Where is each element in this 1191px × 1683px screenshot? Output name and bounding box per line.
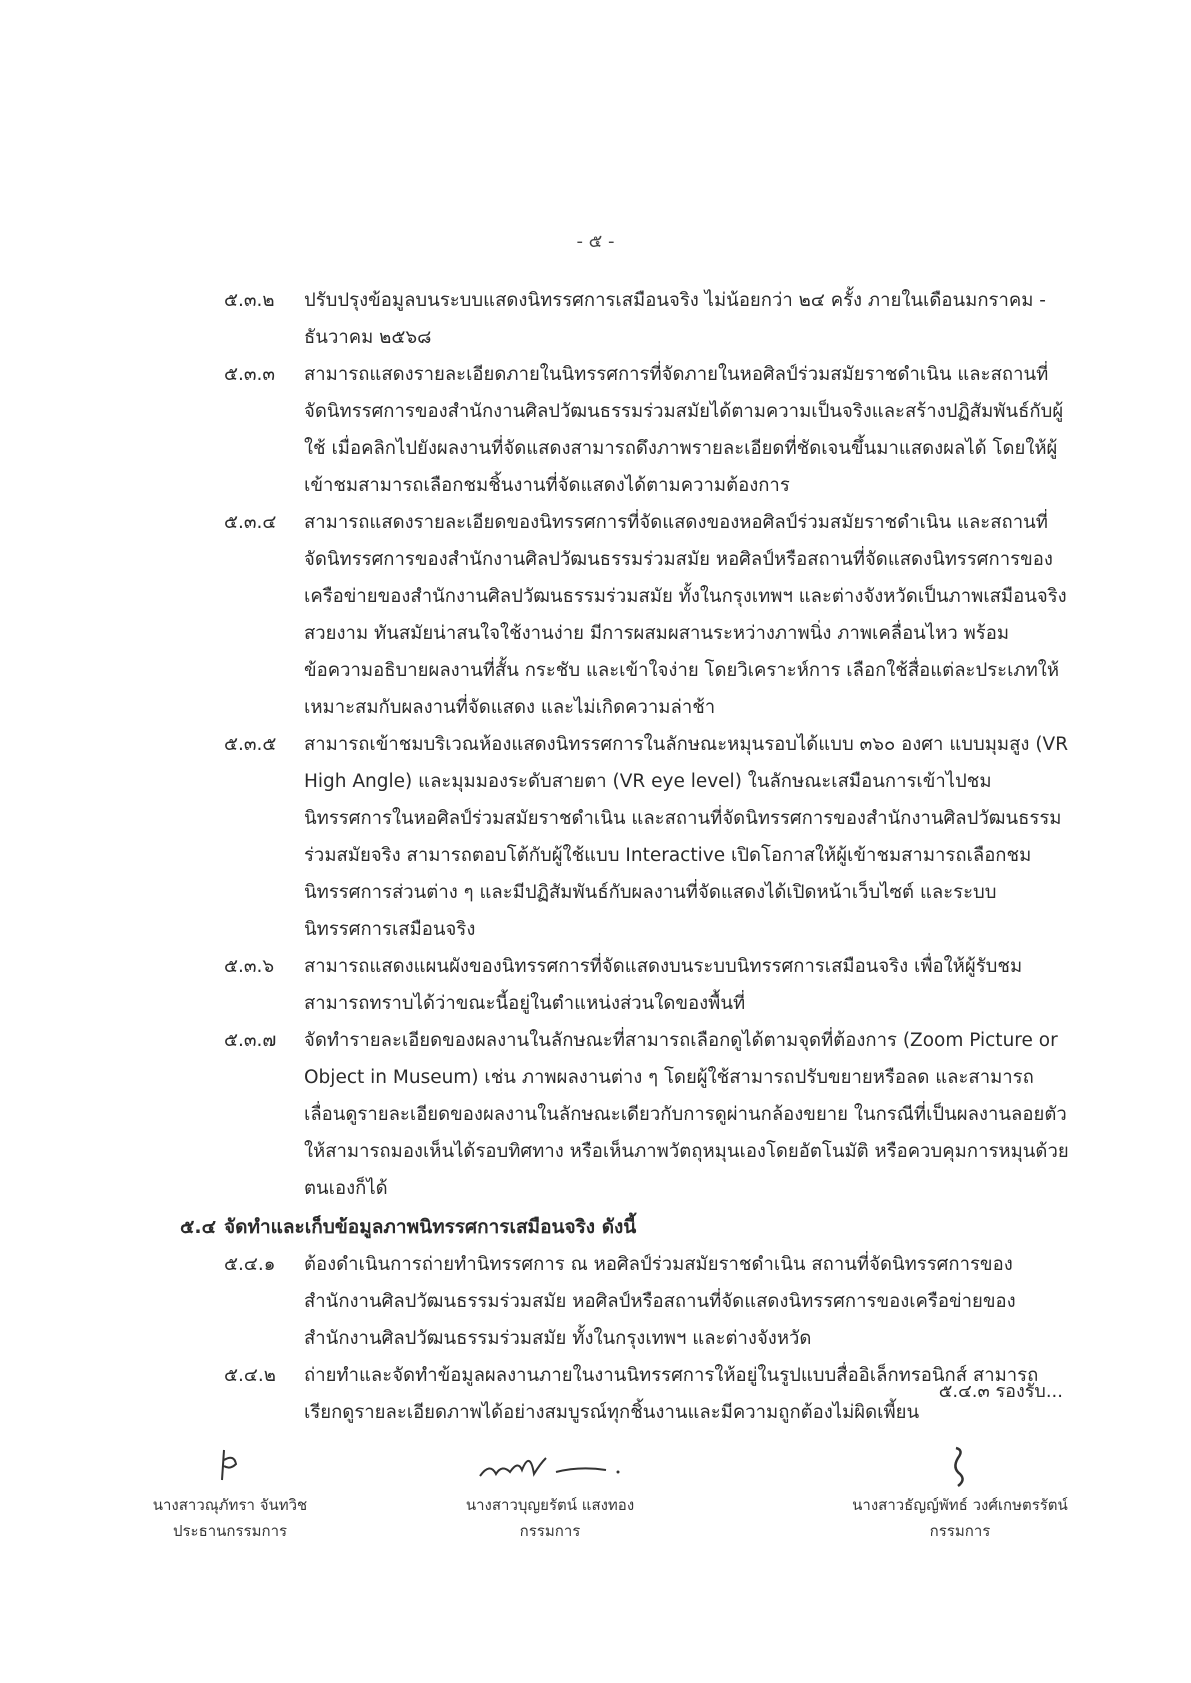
clause-5-3-4 bbox=[224, 504, 1070, 726]
clause-number: ๕.๓.๖ bbox=[224, 956, 275, 977]
clause-5-3-7 bbox=[224, 1022, 1070, 1207]
clause-text: สามารถแสดงรายละเอียดภายในนิทรรศการที่จัดภายในหอศิลป์ร่วมสมัยราชดำเนิน และสถานที่จัดนิทรรศการของสำนักงานศิลปวัฒนธรรมร่วมสมัยได้ตามความเป็นจริงและสร้างปฏิสัมพันธ์กับผู้ใช้ เมื่อคลิกไปยังผลงานที่จัดแสดงสามารถดึงภาพรายละเอียดที่ชัดเจนขึ้นมาแสดงผลได้ โดยให้ผู้เข้าชมสามารถเลือกชมชิ้นงานที่จัดแสดงได้ตามความต้องการ bbox=[304, 364, 1064, 496]
signer-name: นางสาวธัญญ์พัทธ์ วงศ์เกษตรรัตน์ bbox=[852, 1496, 1068, 1514]
signer-role: กรรมการ bbox=[519, 1522, 581, 1540]
section-heading bbox=[180, 1209, 1070, 1246]
clause-5-3-5 bbox=[224, 726, 1070, 948]
clause-text: ปรับปรุงข้อมูลบนระบบแสดงนิทรรศการเสมือนจริง ไม่น้อยกว่า ๒๔ ครั้ง ภายในเดือนมกราคม - ธันวาคม ๒๕๖๘ bbox=[304, 290, 1046, 348]
clause-text: จัดทำรายละเอียดของผลงานในลักษณะที่สามารถเลือกดูได้ตามจุดที่ต้องการ (Zoom Picture or Object in Museum) เช่น ภาพผลงานต่าง ๆ โดยผู้ใช้สามารถปรับขยายหรือลด และสามารถเลื่อนดูรายละเอียดของผลงานในลักษณะเดียวกับการดูผ่านกล้องขยาย ในกรณีที่เป็นผลงานลอยตัว ให้สามารถมองเห็นได้รอบทิศทาง หรือเห็นภาพวัตถุหมุนเองโดยอัตโนมัติ หรือควบคุมการหมุนด้วยตนเองก็ได้ bbox=[304, 1030, 1069, 1199]
signer-role: กรรมการ bbox=[929, 1522, 991, 1540]
clause-5-4-1 bbox=[224, 1246, 1070, 1357]
clause-text: สามารถแสดงรายละเอียดของนิทรรศการที่จัดแสดงของหอศิลป์ร่วมสมัยราชดำเนิน และสถานที่จัดนิทรรศการของสำนักงานศิลปวัฒนธรรมร่วมสมัย หอศิลป์หรือสถานที่จัดแสดงนิทรรศการของเครือข่ายของสำนักงานศิลปวัฒนธรรมร่วมสมัย ทั้งในกรุงเทพฯ และต่างจังหวัดเป็นภาพเสมือนจริง สวยงาม ทันสมัยน่าสนใจใช้งานง่าย มีการผสมผสานระหว่างภาพนิ่ง ภาพเคลื่อนไหว พร้อมข้อความอธิบายผลงานที่สั้น กระชับ และเข้าใจง่าย โดยวิเคราะห์การ เลือกใช้สื่อแต่ละประเภทให้เหมาะสมกับผลงานที่จัดแสดง และไม่เกิดความล่าช้า bbox=[304, 512, 1067, 718]
clause-number: ๕.๓.๓ bbox=[224, 364, 276, 385]
handwritten-signature-icon bbox=[460, 1440, 640, 1488]
clause-5-3-3 bbox=[224, 356, 1070, 504]
clause-number: ๕.๔.๑ bbox=[224, 1254, 276, 1275]
clause-number: ๕.๓.๔ bbox=[224, 512, 277, 533]
clause-text: ต้องดำเนินการถ่ายทำนิทรรศการ ณ หอศิลป์ร่วมสมัยราชดำเนิน สถานที่จัดนิทรรศการของสำนักงานศิลปวัฒนธรรมร่วมสมัย หอศิลป์หรือสถานที่จัดแสดงนิทรรศการของเครือข่ายของสำนักงานศิลปวัฒนธรรมร่วมสมัย ทั้งในกรุงเทพฯ และต่างจังหวัด bbox=[304, 1254, 1016, 1349]
clause-5-3-6 bbox=[224, 948, 1070, 1022]
clause-number: ๕.๓.๗ bbox=[224, 1030, 277, 1051]
signer-name: นางสาวณุภัทรา จันทวิช bbox=[152, 1496, 308, 1514]
clause-text: สามารถเข้าชมบริเวณห้องแสดงนิทรรศการในลักษณะหมุนรอบได้แบบ ๓๖๐ องศา แบบมุมสูง (VR High Angle) และมุมมองระดับสายตา (VR eye level) ในลักษณะเสมือนการเข้าไปชมนิทรรศการในหอศิลป์ร่วมสมัยราชดำเนิน และสถานที่จัดนิทรรศการของสำนักงานศิลปวัฒนธรรมร่วมสมัยจริง สามารถตอบโต้กับผู้ใช้แบบ Interactive เปิดโอกาสให้ผู้เข้าชมสามารถเลือกชมนิทรรศการส่วนต่าง ๆ และมีปฏิสัมพันธ์กับผลงานที่จัดแสดงได้เปิดหน้าเว็บไซต์ และระบบนิทรรศการเสมือนจริง bbox=[304, 734, 1069, 940]
clause-number: ๕.๓.๒ bbox=[224, 290, 275, 311]
signature-block bbox=[0, 1440, 1191, 1560]
clause-number: ๕.๔.๒ bbox=[224, 1365, 276, 1386]
signature-member-2 bbox=[820, 1440, 1100, 1544]
document-body bbox=[180, 282, 1070, 1431]
clause-5-3-2 bbox=[224, 282, 1070, 356]
clause-number: ๕.๓.๕ bbox=[224, 734, 277, 755]
handwritten-signature-icon bbox=[920, 1440, 1000, 1488]
continuation-note: ๕.๔.๓ รองรับ... bbox=[938, 1381, 1063, 1402]
signer-role: ประธานกรรมการ bbox=[172, 1522, 288, 1540]
page-number: - ๕ - bbox=[576, 231, 615, 252]
clause-text: ถ่ายทำและจัดทำข้อมูลผลงานภายในงานนิทรรศการให้อยู่ในรูปแบบสื่ออิเล็กทรอนิกส์ สามารถเรียกดูรายละเอียดภาพได้อย่างสมบูรณ์ทุกชิ้นงานและมีความถูกต้องไม่ผิดเพี้ยน bbox=[304, 1365, 1039, 1423]
clause-text: สามารถแสดงแผนผังของนิทรรศการที่จัดแสดงบนระบบนิทรรศการเสมือนจริง เพื่อให้ผู้รับชมสามารถทราบได้ว่าขณะนี้อยู่ในตำแหน่งส่วนใดของพื้นที่ bbox=[304, 956, 1023, 1014]
handwritten-signature-icon bbox=[200, 1440, 260, 1488]
signature-chair bbox=[90, 1440, 370, 1544]
section-title: จัดทำและเก็บข้อมูลภาพนิทรรศการเสมือนจริง ดังนี้ bbox=[223, 1216, 637, 1238]
signature-member-1 bbox=[410, 1440, 690, 1544]
section-number: ๕.๔ bbox=[180, 1216, 216, 1238]
signer-name: นางสาวบุญยรัตน์ แสงทอง bbox=[465, 1496, 635, 1514]
